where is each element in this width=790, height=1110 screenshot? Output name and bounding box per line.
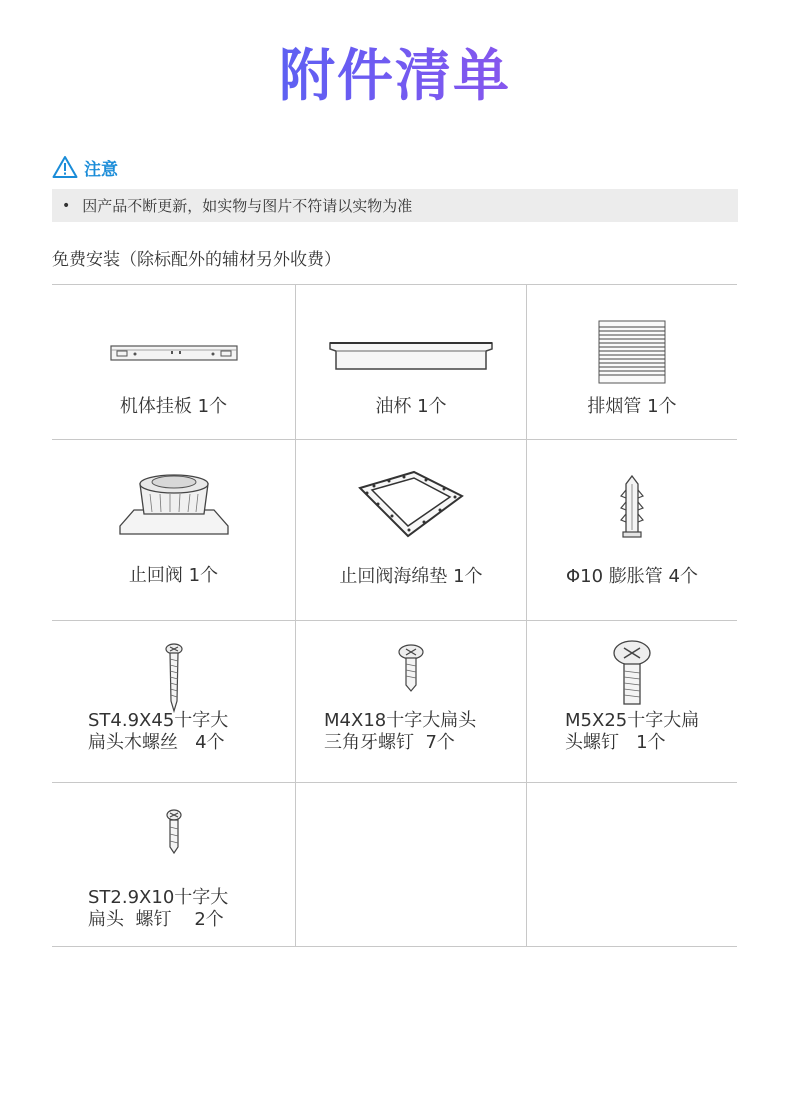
empty-cell bbox=[295, 783, 527, 947]
notice-heading-label: 注意 bbox=[84, 159, 118, 180]
item-label-line1: M5X25十字大扁 bbox=[565, 710, 700, 731]
accessory-cell bbox=[295, 440, 527, 621]
item-label-line2: 头螺钉 1个 bbox=[565, 732, 666, 753]
item-label: 机体挂板 1个 bbox=[119, 396, 228, 417]
small-screw-icon bbox=[162, 809, 186, 855]
item-label-line1: ST4.9X45十字大 bbox=[88, 710, 229, 731]
accessory-cell bbox=[52, 783, 295, 947]
item-label: 油杯 1个 bbox=[375, 396, 447, 417]
accessory-cell bbox=[295, 285, 527, 440]
accessory-cell bbox=[295, 621, 527, 783]
expansion-anchor-icon bbox=[614, 474, 650, 540]
item-label: 排烟管 1个 bbox=[587, 396, 677, 417]
accessory-grid bbox=[52, 284, 737, 947]
sponge-gasket-icon bbox=[354, 466, 468, 542]
item-label-line2: 三角牙螺钉 7个 bbox=[324, 732, 455, 753]
bullet-icon: • bbox=[62, 197, 71, 214]
accessory-cell bbox=[527, 440, 737, 621]
exhaust-pipe-icon bbox=[595, 319, 669, 385]
item-label-line2: 扁头木螺丝 4个 bbox=[88, 732, 225, 753]
page-title: 附件清单 bbox=[0, 42, 790, 112]
notice-box bbox=[52, 189, 738, 222]
notice-text: 因产品不断更新，如实物与图片不符请以实物为准 bbox=[82, 197, 413, 215]
machine-screw-icon bbox=[610, 639, 654, 709]
item-label: 止回阀 1个 bbox=[128, 565, 219, 586]
item-label: 止回阀海绵垫 1个 bbox=[339, 566, 483, 587]
wood-screw-icon bbox=[160, 643, 188, 713]
item-label-line1: M4X18十字大扁头 bbox=[324, 710, 477, 731]
oil-cup-icon bbox=[326, 337, 496, 375]
item-label-line2: 扁头 螺钉 2个 bbox=[88, 909, 224, 930]
accessory-cell bbox=[527, 621, 737, 783]
accessory-cell bbox=[52, 440, 295, 621]
mounting-plate-icon bbox=[109, 340, 239, 366]
item-label: Φ10 膨胀管 4个 bbox=[566, 566, 698, 587]
empty-cell bbox=[527, 783, 737, 947]
item-label-line1: ST2.9X10十字大 bbox=[88, 887, 229, 908]
accessory-cell bbox=[52, 621, 295, 783]
check-valve-icon bbox=[114, 470, 234, 542]
notice-heading bbox=[52, 152, 118, 182]
tapping-screw-icon bbox=[394, 643, 428, 693]
warning-icon bbox=[52, 155, 78, 179]
accessory-cell bbox=[52, 285, 295, 440]
section-title: 免费安装（除标配外的辅材另外收费） bbox=[52, 250, 341, 270]
accessory-cell bbox=[527, 285, 737, 440]
